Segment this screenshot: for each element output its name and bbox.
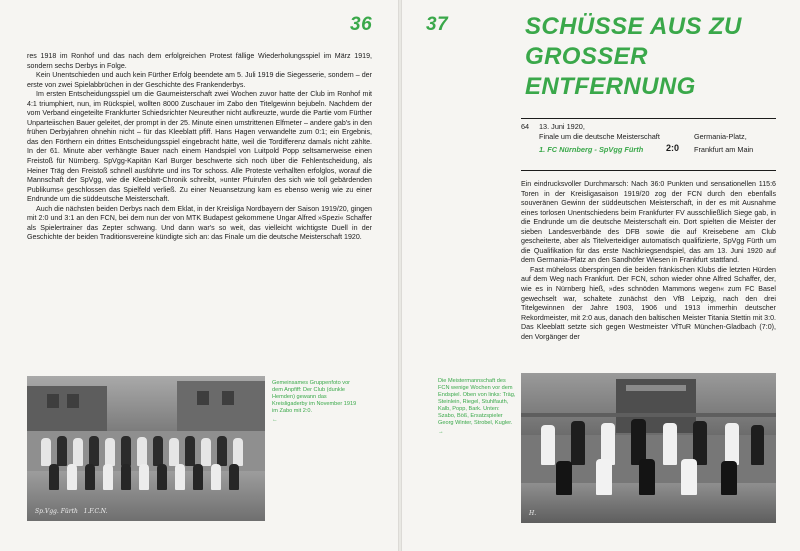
left-photo-caption	[272, 380, 360, 424]
match-top-rule	[521, 118, 776, 119]
paragraph: Kein Unentschieden und auch kein Fürther Erfolg beendete am 5. Juli 1919 die Siegesserie, sondern – der erste von zwei Spielabbrüchen in der Geschichte des Frankenderbys.	[27, 71, 372, 89]
paragraph: Im ersten Entscheidungsspiel um die Gaumeisterschaft zwei Wochen zuvor hatte der Club im Ronhof mit 4:1 triumphiert, nun, im Rückspiel, wollten 8000 Zuschauer im Zabo den Titelgewinn bejubeln. Nachdem der vom Verband eingeteilte Frankfurter Schiedsrichter Neureuther nicht aufkreuzte, wurde die Partie vom Fürther Unparteiischen Bauer geleitet, der prompt in der 25. Minute einen umstrittenen Elfmeter – andere gab's in den frühen Derbyjahren ohnehin nicht – für das Kleeblatt pfiff. Hans Hagen verwandelte zum 0:1; ein Ergebnis, das den Förthern ein drittes Entscheidungsspiel eingebracht hätte, weil die Tordifferenz damals nicht zählte. In der 61. Minute aber verhängte Bauer nach einem Handspiel von Luitpold Popp seltsamerweise einen Freistoß für Nürnberg. SpVgg-Kapitän Karl Burger beschwerte sich noch über die Fehlentscheidung, als Heiner Träg den Freistoß schnell ausführte und ins Tor schoss. Alle Proteste verhallten erfolglos, worauf die Mannschaft der SpVgg, wie die Kleeblatt-Chronik schreibt, »unter Pfuirufen des sich wie toll gebärdenden Publikums« geschlossen das Spielfeld verließ. Zu einer Neuansetzung kam es ebenso wenig wie zu einer Endrunde um die süddeutsche Meisterschaft.	[27, 90, 372, 204]
book-gutter	[398, 0, 402, 551]
title-line-2: GROSSER ENTFERNUNG	[525, 43, 696, 100]
photo-handwriting: H.	[529, 510, 537, 517]
chapter-title	[525, 12, 785, 102]
paragraph: Auch die nächsten beiden Derbys nach dem Eklat, in der Kreisliga Nordbayern der Saison 1919/20, gingen mit 2:0 und 3:1 an den FCN, bei dem nun der von MTK Budapest gekommene Ungar Alfred »Spezi« Schaffer als Spielertrainer das Zepter schwang. Und dann war's so weit, das vielleicht wichtigste Duell in der Geschichte der beiden Traditionsvereine kündigte sich an: das Finale um die deutsche Meisterschaft 1920.	[27, 204, 372, 242]
arrow-left-icon: ←	[272, 417, 278, 423]
match-teams: 1. FC Nürnberg - SpVgg Fürth	[539, 145, 644, 154]
paragraph: res 1918 im Ronhof und das nach dem erfolgreichen Protest fällige Wiederholungsspiel im März 1919, sondern sechs Derbys in Folge.	[27, 52, 372, 70]
match-competition: Finale um die deutsche Meisterschaft	[539, 132, 660, 141]
photo-handwriting: Sp.Vgg. Fürth 1.F.C.N.	[35, 508, 108, 515]
caption-text: Die Meistermannschaft des FCN wenige Wochen vor dem Endspiel. Oben von links: Träg, Steinlein, Riegel, Stuhlfauth, Kalb, Popp, Bark. Unten: Szabo, Böß, Ersatzspieler Georg Winter, Strobel, Kugler.	[438, 378, 516, 426]
paragraph: Fast müheloss überspringen die beiden fränkischen Klubs die letzten Hürden auf dem Weg nach Frankfurt. Der FCN, schon wieder ohne Alfred Schaffer, der, wie es in Nürnberg hieß, »des schnöden Mammons wegen« zum FC Basel gewechselt war, schaltete zunächst den VfB Leipzig, nach den drei Titelgewinnen der Jahre 1903, 1906 und 1913 immerhin deutscher Rekordmeister, mit 2:0 aus, danach den baltischen Meister Titania Stettin mit 3:0. Das Kleeblatt setzte sich gegen Westmeister VfTuR München-Gladbach (7:0), den Vorgänger der	[521, 265, 776, 341]
match-score: 2:0	[666, 143, 680, 153]
arrow-right-icon: →	[438, 429, 444, 435]
match-date: 13. Juni 1920,	[539, 122, 585, 131]
left-page-number: 36	[350, 14, 373, 35]
caption-text: Gemeinsames Gruppenfoto vor dem Anpfiff: Der Club (dunkle Hemden) gewann das Kreisligaderby im November 1919 im Zabo mit 2:0.	[272, 380, 357, 414]
championship-team-photo	[521, 373, 776, 523]
right-photo-caption	[438, 378, 518, 436]
match-number: 64	[521, 122, 530, 131]
title-line-1: SCHÜSSE AUS ZU	[525, 13, 742, 40]
right-page-number: 37	[426, 14, 449, 35]
right-body-text	[521, 180, 776, 342]
match-bottom-rule	[521, 170, 776, 171]
match-venue-line-2: Frankfurt am Main	[694, 145, 754, 154]
left-body-text	[27, 52, 372, 243]
match-venue-line-1: Germania-Platz,	[694, 132, 747, 141]
team-group-photo	[27, 376, 265, 521]
paragraph: Ein eindrucksvoller Durchmarsch: Nach 36:0 Punkten und sensationellen 115:6 Toren in der Kreisligasaison 1919/20 zog der FCN durch den ebenfalls souveränen Gewinn der süddeutschen Meisterschaft, in der es mit Ausnahme eines torlosen Unentschiedens beim Frankfurter FV ausschließlich Siege gab, in die Endrunde um die deutsche Meisterschaft ein. Dort spielten die Meister der sieben Landesverbände des DFB sowie die auf Kreisebene am Club gescheiterte, aber als Titelverteidiger automatisch qualifizierte, SpVgg Fürth um die Qualifikation für das erste Nachkriegsendspiel, das am 13. Juni 1920 auf dem Germania-Platz an den Sandhöfer Wiesen in Frankfurt stattfand.	[521, 180, 776, 265]
